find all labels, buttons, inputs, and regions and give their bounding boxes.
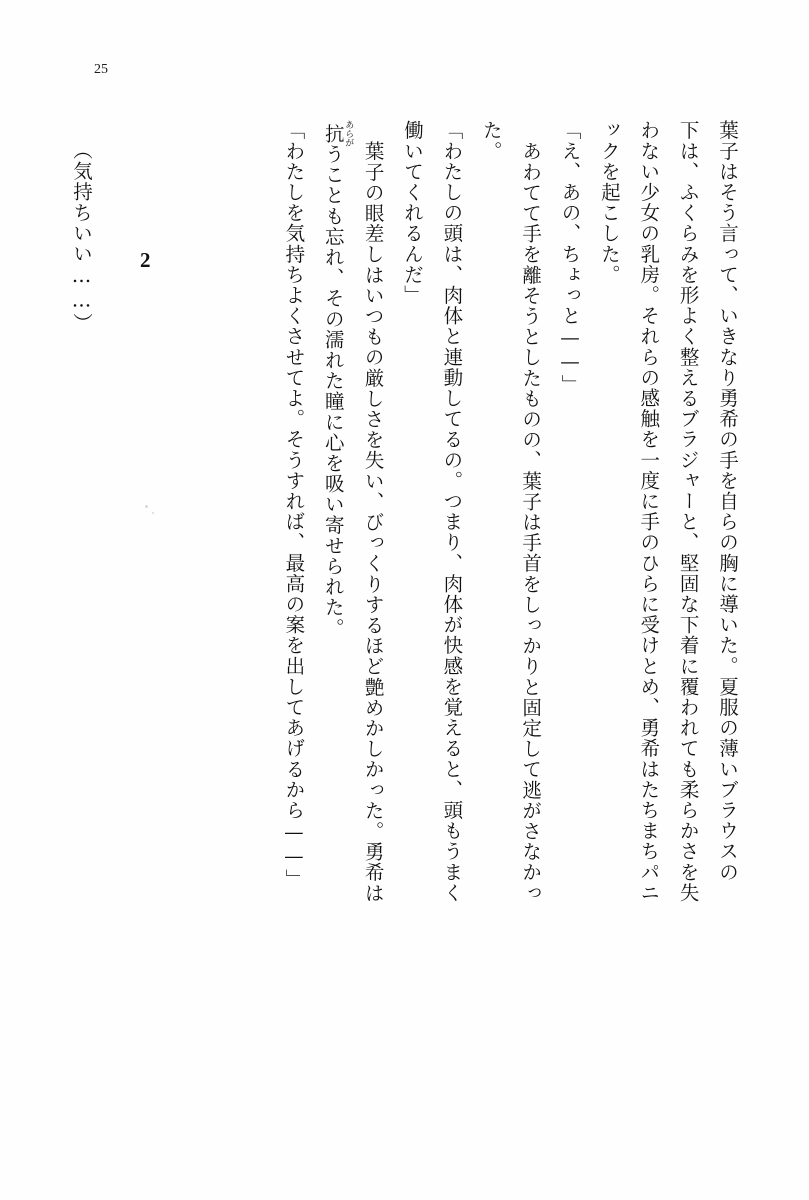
- ruby-group: [321, 120, 354, 147]
- body-line: 働いてくれるんだ」: [401, 120, 424, 306]
- section-number: 2: [140, 248, 151, 272]
- aside-parenthetical: [62, 140, 101, 400]
- ruby-base: 抗: [321, 120, 345, 147]
- body-line: 「わたしを気持ちよくさせてよ。そうすれば、最高の案を出してあげるから——」: [282, 120, 306, 890]
- body-line: 下は、ふくらみを形よく整えるブラジャーと、堅固な下着に覆われても柔らかさを失: [676, 120, 700, 903]
- main-body-text: [274, 120, 747, 1060]
- scan-speck: [145, 505, 148, 508]
- body-line: あわてて手を離そうとしたものの、葉子は手首をしっかりと固定して逃がさなかっ: [519, 141, 543, 904]
- aside-line: （気持ちいい……）: [70, 140, 93, 334]
- body-line: 「わたしの頭は、肉体と連動してるの。つまり、肉体が快感を覚えると、頭もうまく: [440, 120, 464, 903]
- body-line: 葉子の眼差しはいつもの厳しさを失い、びっくりするほど艶めかしかった。勇希は: [361, 141, 385, 904]
- body-line-with-ruby: [313, 120, 353, 1060]
- body-line-rest: うことも忘れ、その濡れた瞳に心を吸い寄せられた。: [321, 143, 345, 639]
- body-line: ックを起こした。: [597, 120, 621, 285]
- scan-speck: [152, 512, 154, 514]
- body-line: 葉子はそう言って、いきなり勇希の手を自らの胸に導いた。夏服の薄いブラウスの: [716, 120, 739, 883]
- body-line: わない少女の乳房。それらの感触を一度に手のひらに受けとめ、勇希はたちまちパニ: [637, 120, 661, 903]
- ruby-reading: あらが: [343, 120, 354, 147]
- page-number: 25: [94, 62, 108, 77]
- body-line: 「え、あの、ちょっと——」: [558, 120, 582, 395]
- body-line: た。: [479, 120, 503, 162]
